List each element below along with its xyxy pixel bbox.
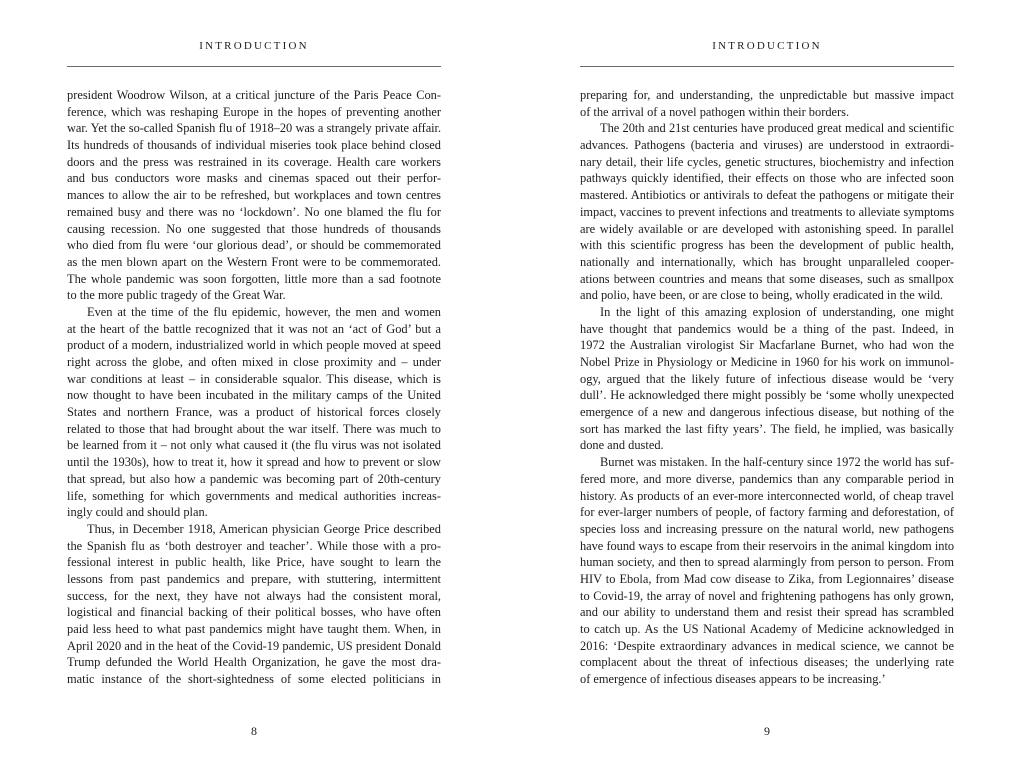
text-line: at the heart of the battle recognized that it was not an ‘act of God’ but a: [67, 321, 441, 336]
text-line: fered more, and more diverse, pandemics than any comparable period in: [580, 471, 954, 486]
right-page: [580, 0, 954, 780]
text-line: preparing for, and understanding, the unpredictable but massive impact: [580, 88, 954, 102]
text-line: until the 1930s), how to treat it, how it spread and how to prevent or slow: [67, 455, 441, 470]
text-line: with this scientific progress has been the development of public health,: [580, 238, 954, 253]
text-line: Burnet was mistaken. In the half-century since 1972 the world has suf-: [600, 455, 954, 470]
text-line: be learned from it – not only what caused it (the flu virus was not isolated: [67, 438, 441, 453]
text-line: and bus conductors wore masks and cinemas spaced out their perfor-: [67, 171, 441, 186]
left-page: [67, 0, 441, 780]
text-line: done and dusted.: [580, 438, 664, 453]
text-line: fessional interest in public health, like Price, have sought to learn the: [67, 555, 441, 570]
text-line: The 20th and 21st centuries have produced great medical and scientific: [600, 121, 954, 136]
text-line: sort has marked the last fifty years’. The field, he implied, was basically: [580, 421, 954, 436]
text-line: In the light of this amazing explosion of understanding, one might: [600, 304, 954, 319]
text-line: history. As products of an ever-more interconnected world, of cheap travel: [580, 488, 954, 503]
text-line: lessons from past pandemics and prepare, with stuttering, intermittent: [67, 571, 441, 586]
text-line: Trump defunded the World Health Organization, he gave the most dra-: [67, 655, 441, 670]
text-line: of emergence of infectious diseases appears to be increasing.’: [580, 672, 886, 687]
text-line: for ever-larger numbers of people, of factory farming and deforestation, of: [580, 505, 954, 520]
text-line: remained busy and there was no ‘lockdown’. No one blamed the flu for: [67, 204, 441, 219]
text-line: to Covid-19, the array of novel and frightening pathogens has only grown,: [580, 588, 954, 603]
text-line: ingly could and should plan.: [67, 505, 208, 520]
text-line: species loss and increasing pressure on the natural world, new pathogens: [580, 521, 954, 536]
text-line: who died from flu were ‘our glorious dead’, or should be commemorated: [67, 238, 441, 253]
text-line: doors and the press was restrained in its coverage. Health care workers: [67, 154, 441, 169]
text-line: causing recession. No one suggested that those hundreds of thousands: [67, 221, 441, 236]
running-head: INTRODUCTION: [712, 40, 822, 52]
text-line: and polio, have been, or are close to being, wholly eradicated in the wild.: [580, 288, 943, 303]
text-line: April 2020 and in the heat of the Covid-19 pandemic, US president Donald: [67, 638, 441, 653]
page-number: 8: [251, 724, 257, 738]
body-text: [580, 87, 954, 688]
text-line: success, for the next, they have not always had the consistent moral,: [67, 588, 441, 603]
text-line: 1972 the Australian virologist Sir Macfarlane Burnet, who had won the: [580, 338, 954, 353]
text-line: are widely available or are developed with astonishing speed. In parallel: [580, 221, 954, 236]
text-line: logistical and financial backing of their political bosses, who have often: [67, 605, 441, 620]
text-line: dull’. He acknowledged there might possibly be ‘some wholly unexpected: [580, 388, 954, 403]
text-line: The whole pandemic was soon forgotten, little more than a sad footnote: [67, 271, 441, 286]
text-line: right across the globe, and often mixed in close proximity and – under: [67, 355, 441, 369]
text-line: war. Yet the so-called Spanish flu of 1918–20 was a strangely private affair.: [67, 121, 441, 136]
text-line: related to those that had brought about the war itself. There was much to: [67, 421, 441, 436]
text-line: mastered. Antibiotics or antivirals to defeat the pathogens or mitigate their: [580, 188, 954, 203]
text-line: emergence of a new and dangerous infectious disease, but nothing of the: [580, 405, 954, 420]
text-line: Its hundreds of thousands of individual miseries took place behind closed: [67, 138, 441, 153]
text-line: human society, and then to spread alarmingly from person to person. From: [580, 555, 954, 570]
text-line: product of a modern, industrialized world in which people moved at speed: [67, 338, 441, 353]
text-line: complacent about the threat of infectious diseases; the underlying rate: [580, 655, 954, 670]
text-line: States and northern France, was a product of historical forces closely: [67, 405, 441, 420]
header-rule: [580, 66, 954, 67]
text-line: of the arrival of a novel pathogen within their borders.: [580, 104, 850, 119]
text-line: nationally and internationally, which has brought unparalleled cooper-: [580, 254, 954, 269]
text-line: 2016: ‘Despite extraordinary advances in medical science, we cannot be: [580, 638, 954, 653]
text-line: impact, vaccines to prevent infections and treatments to alleviate symptoms: [580, 204, 954, 219]
text-line: ogy, argued that the likely future of infectious disease would be ‘very: [580, 371, 954, 386]
text-line: Nobel Prize in Physiology or Medicine in 1960 for his work on immunol-: [580, 355, 954, 369]
text-line: life, something for which governments and medical authorities increas-: [67, 488, 441, 503]
text-line: paid less heed to what past pandemics might have taught them. When, in: [67, 622, 441, 636]
text-line: now thought to have been incubated in the military camps of the United: [67, 388, 441, 403]
text-line: to the more public tragedy of the Great War.: [67, 288, 286, 303]
text-line: pathways quickly identified, their effects on those who are infected soon: [580, 171, 954, 186]
text-line: have found ways to escape from their reservoirs in the animal kingdom into: [580, 538, 954, 553]
text-line: nary detail, their life cycles, genetic structures, biochemistry and infection: [580, 154, 954, 169]
text-line: the Spanish flu as ‘both destroyer and teacher’. While those with a pro-: [67, 538, 441, 553]
page-number: 9: [764, 724, 770, 738]
text-line: as the men blown apart on the Western Front were to be commemorated.: [67, 254, 441, 269]
text-line: mances to allow the air to be refreshed, but workplaces and town centres: [67, 188, 441, 203]
text-line: war conditions at least – in considerable squalor. This disease, which is: [67, 371, 441, 386]
text-line: ations between countries and means that some diseases, such as smallpox: [580, 271, 954, 286]
text-line: advances. Pathogens (bacteria and viruses) are understood in extraordi-: [580, 138, 954, 153]
text-line: HIV to Ebola, from Mad cow disease to Zika, from Legionnaires’ disease: [580, 571, 954, 586]
text-line: Thus, in December 1918, American physician George Price described: [87, 521, 441, 536]
text-line: ference, which was reshaping Europe in the hopes of preventing another: [67, 104, 441, 119]
text-line: Even at the time of the flu epidemic, however, the men and women: [87, 304, 441, 319]
text-line: to catch up. As the US National Academy of Medicine acknowledged in: [580, 622, 954, 636]
text-line: president Woodrow Wilson, at a critical juncture of the Paris Peace Con-: [67, 88, 441, 102]
header-rule: [67, 66, 441, 67]
body-text: [67, 87, 441, 688]
running-head: INTRODUCTION: [199, 40, 309, 52]
text-line: that spread, but also how a pandemic was becoming part of 20th-century: [67, 471, 441, 486]
text-line: and our ability to understand them and resist their spread has scrambled: [580, 605, 954, 620]
text-line: have thought that pandemics would be a thing of the past. Indeed, in: [580, 321, 954, 336]
text-line: matic instance of the short-sightedness of some elected politicians in: [67, 672, 441, 687]
